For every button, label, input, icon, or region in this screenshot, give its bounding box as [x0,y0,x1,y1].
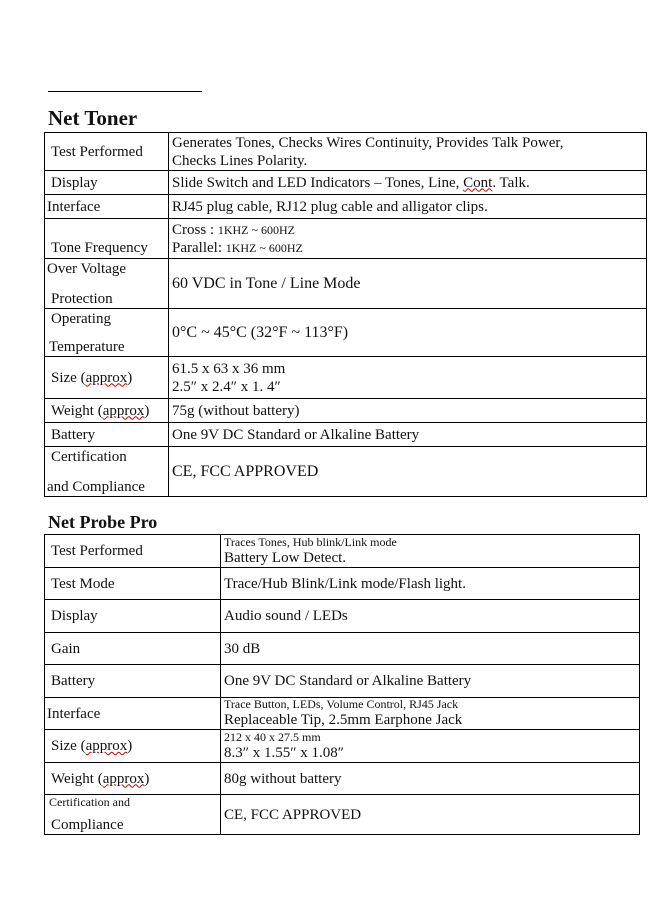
row-label [45,399,169,423]
value-line: Traces Tones, Hub blink/Link mode [224,534,397,549]
table-row [45,633,640,665]
value-line: 8.3″ x 1.55″ x 1.08″ [224,744,344,761]
row-value [169,309,647,357]
table-row [45,309,647,357]
row-value [221,730,640,763]
value-text: . Talk. [492,174,530,191]
row-value [169,133,647,171]
table-row [45,763,640,795]
label-text: ) [127,369,133,386]
net-probe-pro-title: Net Probe Pro [48,512,158,532]
table-row [45,665,640,698]
label-text: ) [144,402,150,419]
net-toner-spec-table [44,132,647,497]
row-label [45,763,221,795]
row-label: Tone Frequency [45,219,169,259]
label-text: ) [144,770,150,787]
net-probe-pro-spec-table [44,534,640,835]
row-label: Battery [45,423,169,447]
value-text-spellcheck: Cont [463,174,493,191]
row-value [221,535,640,568]
table-row [45,219,647,259]
row-label: Test Mode [45,568,221,600]
table-row [45,399,647,423]
value-line: 212 x 40 x 27.5 mm [224,729,321,744]
row-label [45,357,169,399]
net-toner-title: Net Toner [48,106,138,130]
row-label [45,795,221,835]
table-row [45,259,647,309]
value-text: CE, FCC APPROVED [172,462,319,480]
label-text: Weight ( [51,770,103,787]
table-row [45,133,647,171]
label-line: Operating [51,310,111,327]
row-value: CE, FCC APPROVED [221,795,640,835]
value-text: Slide Switch and LED Indicators – Tones, Line, [172,174,464,191]
value-line [172,239,643,257]
table-row [45,423,647,447]
table-row [45,568,640,600]
cross-label: Cross : [172,221,218,238]
value-line [172,221,643,239]
row-value: 80g without battery [221,763,640,795]
cross-value: 1KHZ ~ 600HZ [217,222,295,237]
label-text: ) [127,738,133,754]
row-label [45,309,169,357]
value-line: Generates Tones, Checks Wires Continuity, Provides Talk Power, [172,134,564,151]
row-value [221,698,640,730]
row-label: Battery [45,665,221,698]
label-text-spellcheck: approx [102,770,145,787]
row-value [169,171,647,195]
table-row [45,195,647,219]
value-line: Checks Lines Polarity. [172,152,308,169]
row-label: Interface [45,698,221,730]
label-text-spellcheck: approx [85,738,128,754]
row-label: Gain [45,633,221,665]
row-value: One 9V DC Standard or Alkaline Battery [221,665,640,698]
label-line: Certification [51,448,127,465]
label-line: Compliance [51,816,124,833]
row-value: RJ45 plug cable, RJ12 plug cable and alligator clips. [169,195,647,219]
label-text-spellcheck: approx [85,369,128,386]
row-value [169,447,647,497]
row-value: 30 dB [221,633,640,665]
table-row [45,730,640,763]
label-line: and Compliance [47,478,145,495]
value-line: 2.5″ x 2.4″ x 1. 4″ [172,378,281,395]
table-row [45,698,640,730]
table-row [45,535,640,568]
value-text: 0°C ~ 45°C (32°F ~ 113°F) [172,323,349,341]
value-line: 61.5 x 63 x 36 mm [172,360,286,377]
row-value: One 9V DC Standard or Alkaline Battery [169,423,647,447]
parallel-label: Parallel: [172,239,226,256]
value-line: Trace Button, LEDs, Volume Control, RJ45 Jack [224,697,459,711]
row-value [169,259,647,309]
row-value: 75g (without battery) [169,399,647,423]
label-line: Over Voltage [47,260,127,277]
label-text: Weight ( [51,402,103,419]
row-label: Display [45,171,169,195]
row-label: Display [45,600,221,633]
row-value [169,357,647,399]
value-line: Battery Low Detect. [224,549,347,566]
label-line: Certification and [49,794,130,809]
label-line: Protection [51,290,113,307]
table-row [45,357,647,399]
label-text: Size ( [51,738,86,754]
row-label [45,730,221,763]
row-value: Trace/Hub Blink/Link mode/Flash light. [221,568,640,600]
row-label: Test Performed [45,535,221,568]
table-row [45,171,647,195]
table-row [45,600,640,633]
table-row [45,795,640,835]
value-text: 60 VDC in Tone / Line Mode [172,274,361,292]
label-line: Temperature [49,338,125,355]
parallel-value: 1KHZ ~ 600HZ [225,240,303,255]
value-line: Replaceable Tip, 2.5mm Earphone Jack [224,712,463,728]
label-text: Size ( [51,369,86,386]
row-label [45,259,169,309]
row-value: Audio sound / LEDs [221,600,640,633]
row-value [169,219,647,259]
row-label: Interface [45,195,169,219]
label-text-spellcheck: approx [102,402,145,419]
table-row [45,447,647,497]
row-label [45,447,169,497]
top-rule [48,91,202,92]
row-label: Test Performed [45,133,169,171]
